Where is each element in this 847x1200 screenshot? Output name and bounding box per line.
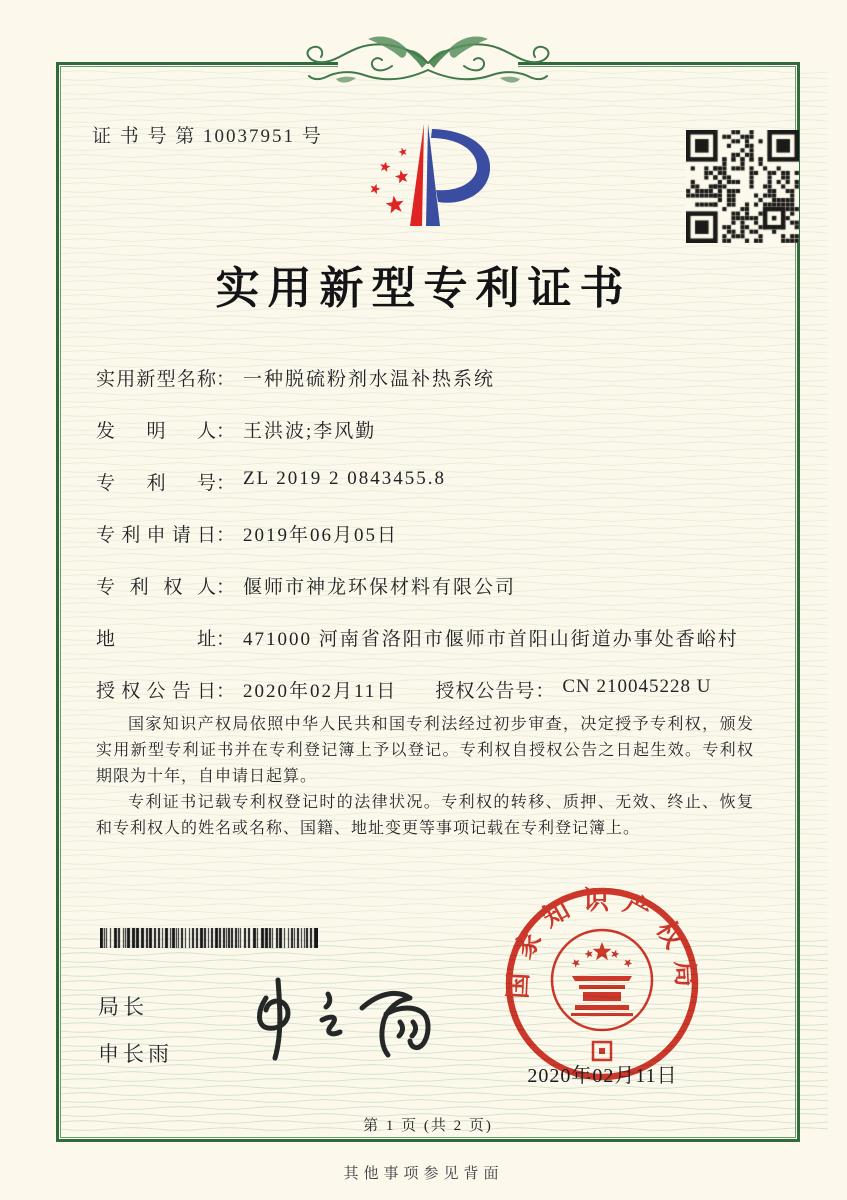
certificate-title: 实用新型专利证书	[215, 264, 632, 313]
field-label: 专利权人	[96, 577, 216, 598]
field-value-filing-date: 2019年06月05日	[243, 525, 399, 546]
field-colon: ：	[216, 629, 236, 650]
field-value-utility-model-name: 一种脱硫粉剂水温补热系统	[243, 369, 496, 390]
field-colon: ：	[216, 473, 236, 494]
certificate-number: 证 书 号 第 10037951 号	[92, 126, 323, 147]
field-value-inventors: 王洪波;李风勤	[243, 421, 377, 442]
field-colon: ：	[535, 681, 555, 702]
field-colon: ：	[216, 681, 236, 702]
field-row-filing-date	[96, 520, 764, 572]
cnipa-seal	[500, 882, 704, 1086]
legal-paragraph-2: 专利证书记载专利权登记时的法律状况。专利权的转移、质押、无效、终止、恢复和专利权人的姓名或名称、国籍、地址变更等事项记载在专利登记簿上。	[96, 794, 754, 837]
cnipa-logo	[348, 100, 528, 235]
field-value-grant-number: CN 210045228 U	[562, 676, 712, 697]
back-side-note: 其他事项参见背面	[343, 1166, 504, 1182]
field-row-patentee	[96, 572, 764, 624]
director-block	[98, 991, 173, 1085]
field-row-inventors	[96, 416, 764, 468]
field-row-patent-number	[96, 468, 764, 520]
field-row-address	[96, 624, 764, 676]
barcode	[100, 928, 318, 948]
field-colon: ：	[216, 577, 236, 598]
field-label-grant-number: 授权公告号	[435, 681, 536, 702]
field-value-address: 471000 河南省洛阳市偃师市首阳山街道办事处香峪村	[243, 629, 739, 650]
field-label: 专利申请日	[96, 525, 216, 546]
field-colon: ：	[216, 369, 236, 390]
legal-body-text	[96, 712, 754, 842]
field-label: 专利号	[96, 473, 216, 494]
seal-date: 2020年02月11日	[527, 1065, 678, 1087]
seal-national-emblem	[552, 930, 652, 1030]
field-colon: ：	[216, 421, 236, 442]
field-label: 地址	[96, 629, 216, 650]
field-label: 发明人	[96, 421, 216, 442]
logo-p-bowl	[431, 129, 490, 203]
director-name: 申长雨	[98, 1042, 173, 1066]
field-value-patent-number: ZL 2019 2 0843455.8	[243, 468, 447, 489]
logo-stars	[371, 148, 409, 214]
logo-blue-wedge	[426, 124, 440, 226]
page-number: 第 1 页 (共 2 页)	[363, 1118, 493, 1134]
field-row-name	[96, 364, 764, 416]
certificate-fields	[96, 364, 764, 728]
seal-bottom-mark	[593, 1042, 611, 1060]
field-label: 授权公告日	[96, 681, 216, 702]
field-colon: ：	[216, 525, 236, 546]
top-flourish-ornament	[300, 26, 556, 102]
field-label: 实用新型名称	[96, 369, 216, 390]
director-signature	[228, 976, 458, 1064]
seal-text-curved: 国家知识产权局	[503, 885, 701, 1000]
qr-code	[686, 130, 799, 243]
legal-paragraph-1: 国家知识产权局依照中华人民共和国专利法经过初步审查，决定授予专利权，颁发实用新型专利证书并在专利登记簿上予以登记。专利权自授权公告之日起生效。专利权期限为十年，自申请日起算。	[96, 716, 754, 785]
field-value-patentee: 偃师市神龙环保材料有限公司	[243, 577, 517, 598]
director-title: 局长	[98, 995, 148, 1019]
logo-red-wedge	[410, 124, 424, 226]
field-value-grant-date: 2020年02月11日	[243, 681, 398, 702]
